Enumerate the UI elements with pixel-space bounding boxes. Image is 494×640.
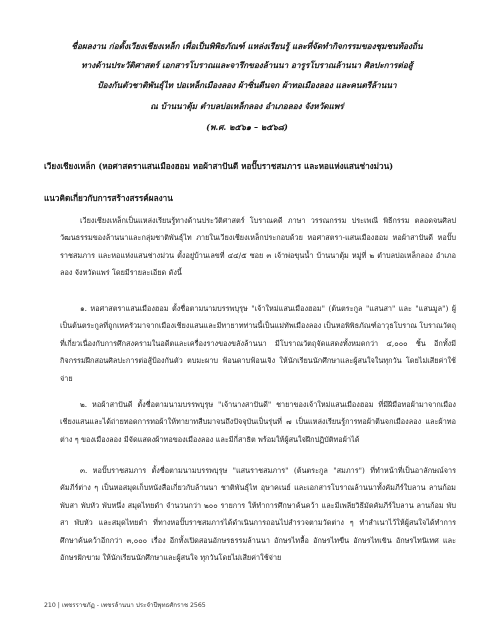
- intro-paragraph: [60, 212, 456, 282]
- title-line-4: ณ บ้านนาตุ้ม ตำบลบ่อเหล็กลอง อำเภอลอง จังหวัดแพร่: [150, 101, 344, 111]
- item-3-paragraph: [60, 462, 456, 566]
- item-1-paragraph: [60, 300, 456, 387]
- item-3-text: ๓. หอปั๊บราชสมภาร ตั้งชื่อตามนามบรรพบุรุษ "แสนราชสมภาร" (ต้นตระกูล "สมภาร") ที่ทำหน้าที่เป็นอาลักษณ์จารคัมภีร์ต่าง ๆ เป็นหอสมุดเก็บหนังสือเกี่ยวกับล้านนา ชาติพันธุ์ไท อุษาคเนย์ และเอกสารโบราณล้านนาทั้งคัมภีร์ใบลาน ลานก้อม พับสา พับหัว พับหนึ่ง สมุดไทยดำ จำนวนกว่า ๒๐๐ รายการ ให้ทำการศึกษาค้นคว้า และมีเพลียวิธีมัดคัมภีร์ใบลาน ลานก้อม พับสา พับหัว และสมุดไทยดำ ที่ทางหอปั๊บราชสมภารได้ดำเนินการถอนไปสำรวจตามวัดต่าง ๆ ทำสำเนาไว้ให้ผู้สนใจได้ทำการศึกษาค้นคว้าอีกกว่า ๓,๐๐๐ เรื่อง อีกทั้งเปิดสอนอักษรธรรมล้านนา อักษรไทลื้อ อักษรไทขืน อักษรไทเขิน อักษรไทนิเทศ และอักษรฝักขาม ให้นักเรียนนักศึกษาและผู้สนใจ ทุกวันโดยไม่เสียค่าใช้จ่าย: [60, 466, 456, 563]
- title-line-3: ป้องกันตัวชาติพันธุ์ไท ปอเหล็กเมืองลอง ผ้าซิ่นตีนจก ผ้าทอเมืองลอง และคนตรีล้านนา: [97, 80, 397, 90]
- intro-text: เวียงเชียงเหล็กเป็นแหล่งเรียนรู้ทางด้านประวัติศาสตร์ โบราณคดี ภาษา วรรณกรรม ประเพณี พิธีกรรม ตลอดจนศิลปวัฒนธรรมของล้านนาและกลุ่มชาติพันธุ์ไท ภายในเวียงเชียงเหล็กประกอบด้วย หอศาสตรา-แสนเมืองฮอม หอผ้าสาปันดี หอปั๊บราชสมภาร และหอแห่งแสนช่างม่วน ตั้งอยู่บ้านเลขที่ ๔๔/๕ ซอย ๓ เจ้าพ่อขุนน้ำ บ้านนาตุ้ม หมู่ที่ ๒ ตำบลบ่อเหล็กลอง อำเภอลอง จังหวัดแพร่ โดยมีรายละเอียด ดังนี้: [60, 216, 456, 278]
- title-line-1: ชื่อผลงาน ก่อตั้งเวียงเชียงเหล็ก เพื่อเป็นพิพิธภัณฑ์ แหล่งเรียนรู้ และที่จัดทำกิจกรรมของชุมชนท้องถิ่น: [71, 41, 423, 51]
- item-2-paragraph: [60, 396, 456, 448]
- item-1-text: ๑. หอศาสตราแสนเมืองฮอม ตั้งชื่อตามนามบรรพบุรุษ "เจ้าใหม่แสนเมืองฮอม" (ต้นตระกูล "แสนสา" และ "แสนมูล") ผู้เป็นต้นตระกูลที่ถูกเทครัวมาจากเมืองเชียงแสนและมีทายาทท่านนี้เป็นแม่ทัพเมืองลอง เป็นหอพิพิธภัณฑ์อาวุธโบราณ โบราณวัตถุที่เกี่ยวเนื่องกับการศึกสงครามในอดีตและเครื่องรางของขลังล้านนา มีโบราณวัตถุจัดแสดงทั้งหมดกว่า ๔,๐๐๐ ชิ้น อีกทั้งมีกิจกรรมฝึกสอนศิลปะการต่อสู้ป้องกันตัว ตบมะผาบ ฟ้อนดาบฟ้อนเจิง ให้นักเรียนนักศึกษาและผู้สนใจในทุกวัน โดยไม่เสียค่าใช้จ่าย: [60, 304, 456, 383]
- page-footer: 210 | เพชรราชภัฏ - เพชรล้านนา ประจำปีพุทธศักราช 2565: [44, 602, 206, 609]
- item-2-text: ๒. หอผ้าสาปันดี ตั้งชื่อตามนามบรรพบุรุษ "เจ้านางสาปันดี" ชายาของเจ้าใหม่แสนเมืองฮอม ที่มีฝีมือทอผ้ามาจากเมืองเชียงแสนและได้ถ่ายทอดการทอผ้าให้ทายาทสืบมาจนถึงปัจจุบันเป็นรุ่นที่ ๗ เป็นแหล่งเรียนรู้การทอผ้าตีนจกเมืองลอง และผ้าทอต่าง ๆ ของเมืองลอง มีจัดแสดงผ้าทอของเมืองลอง และมีกี่สาธิต พร้อมให้ผู้สนใจฝึกปฏิบัติทอผ้าได้: [60, 400, 456, 444]
- title-line-2: ทางด้านประวัติศาสตร์ เอกสารโบราณและจารึกของล้านนา อารูรโบราณล้านนา ศิลปะการต่อสู้: [81, 60, 413, 70]
- concept-heading: แนวคิดเกี่ยวกับการสร้างสรรค์ผลงาน: [44, 193, 173, 203]
- title-line-5: (พ.ศ. ๒๕๖๑ – ๒๕๖๘): [206, 122, 288, 132]
- section-heading: เวียงเชียงเหล็ก (หอศาสตราแสนเมืองฮอม หอผ้าสาปันดี หอปั๊บราชสมภาร และหอแห่งแสนช่างม่วน): [44, 161, 394, 171]
